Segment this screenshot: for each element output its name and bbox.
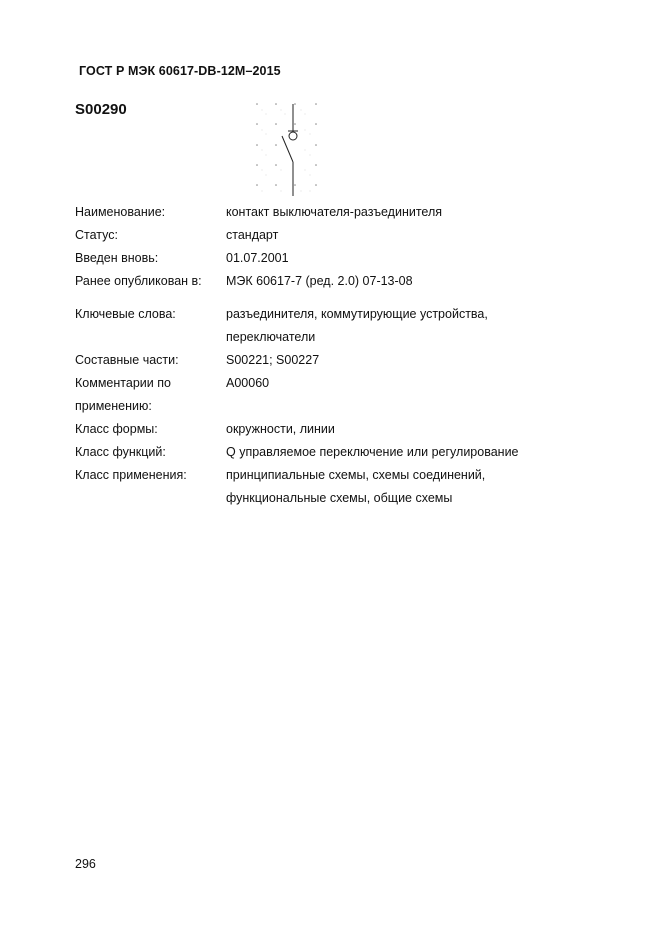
field-value: 01.07.2001: [226, 251, 289, 265]
field-label: применению:: [75, 399, 152, 413]
field-value: разъединителя, коммутирующие устройства,: [226, 307, 488, 321]
field-label: Класс функций:: [75, 445, 166, 459]
page-number: 296: [75, 857, 96, 871]
field-label: Класс применения:: [75, 468, 187, 482]
field-label: Класс формы:: [75, 422, 158, 436]
symbol-code: S00290: [75, 101, 127, 118]
field-value: контакт выключателя-разъединителя: [226, 205, 443, 219]
field-label: Введен вновь:: [75, 251, 159, 265]
field-value: Q управляемое переключение или регулирование: [226, 445, 519, 459]
document-header: ГОСТ Р МЭК 60617-DB-12M–2015: [79, 64, 281, 78]
symbol-figure: [250, 98, 325, 203]
field-label: Комментарии по: [75, 376, 171, 390]
field-value: функциональные схемы, общие схемы: [226, 491, 453, 505]
field-label: Ключевые слова:: [75, 307, 176, 321]
field-label: Составные части:: [75, 353, 179, 367]
field-value: стандарт: [226, 228, 279, 242]
field-label: Статус:: [75, 228, 118, 242]
field-label: Ранее опубликован в:: [75, 274, 202, 288]
field-value: переключатели: [226, 330, 316, 344]
field-value: S00221; S00227: [226, 353, 320, 367]
field-label: Наименование:: [75, 205, 166, 219]
field-value: принципиальные схемы, схемы соединений,: [226, 468, 486, 482]
disconnector-switch-contact-symbol-icon: [250, 98, 325, 203]
field-value: МЭК 60617-7 (ред. 2.0) 07-13-08: [226, 274, 413, 288]
field-value: окружности, линии: [226, 422, 335, 436]
field-value: A00060: [226, 376, 270, 390]
